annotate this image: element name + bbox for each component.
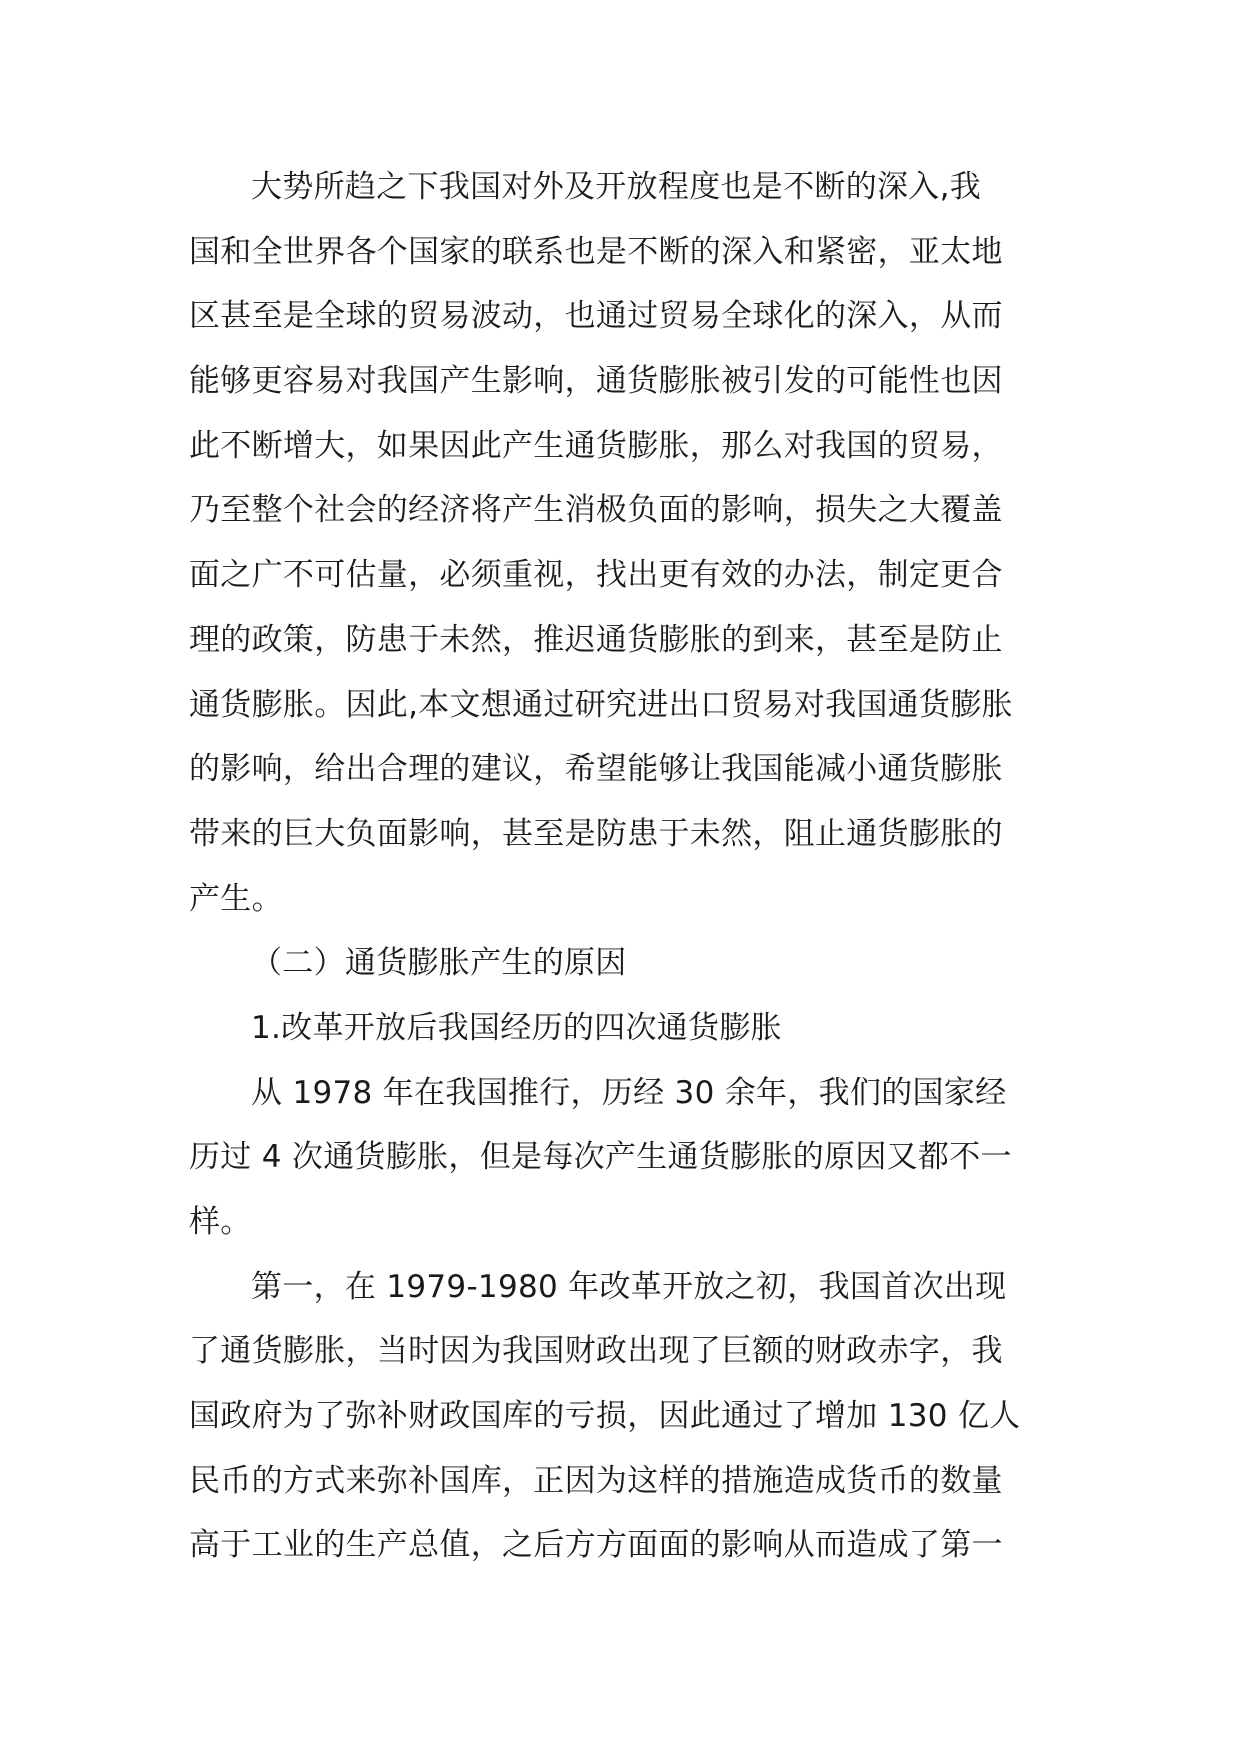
paragraph-line: 大势所趋之下我国对外及开放程度也是不断的深入,我 [251, 169, 982, 205]
paragraph-line: 的影响，给出合理的建议，希望能够让我国能减小通货膨胀 [189, 751, 1003, 788]
paragraph-line: 此不断增大，如果因此产生通货膨胀，那么对我国的贸易， [189, 427, 1003, 464]
body-text [189, 155, 1059, 1578]
section-heading: （二）通货膨胀产生的原因 [251, 945, 627, 982]
paragraph-line: 第一，在 1979-1980 年改革开放之初，我国首次出现 [251, 1268, 1007, 1305]
paragraph-line: 通货膨胀。因此,本文想通过研究进出口贸易对我国通货膨胀 [189, 686, 1013, 723]
paragraph-line: 乃至整个社会的经济将产生消极负面的影响，损失之大覆盖 [189, 492, 1003, 529]
paragraph-line: 国政府为了弥补财政国库的亏损，因此通过了增加 130 亿人 [189, 1398, 1021, 1435]
paragraph-line: 国和全世界各个国家的联系也是不断的深入和紧密，亚太地 [189, 233, 1003, 270]
paragraph-line: 样。 [189, 1204, 252, 1240]
paragraph-line: 区甚至是全球的贸易波动，也通过贸易全球化的深入，从而 [189, 298, 1003, 335]
paragraph-line: 了通货膨胀，当时因为我国财政出现了巨额的财政赤字，我 [189, 1333, 1003, 1370]
paragraph-line: 从 1978 年在我国推行，历经 30 余年，我们的国家经 [251, 1074, 1007, 1111]
paragraph-line: 历过 4 次通货膨胀，但是每次产生通货膨胀的原因又都不一 [189, 1139, 1012, 1176]
subsection-heading: 1.改革开放后我国经历的四次通货膨胀 [251, 1009, 782, 1046]
paragraph-line: 产生。 [189, 880, 283, 917]
paragraph-line: 理的政策，防患于未然，推迟通货膨胀的到来，甚至是防止 [189, 621, 1003, 658]
paragraph-line: 带来的巨大负面影响，甚至是防患于未然，阻止通货膨胀的 [189, 815, 1003, 852]
paragraph-line: 高于工业的生产总值，之后方方面面的影响从而造成了第一 [189, 1527, 1003, 1564]
paragraph-line: 能够更容易对我国产生影响，通货膨胀被引发的可能性也因 [189, 363, 1003, 400]
paragraph-line: 面之广不可估量，必须重视，找出更有效的办法，制定更合 [189, 557, 1003, 594]
paragraph-line: 民币的方式来弥补国库，正因为这样的措施造成货币的数量 [189, 1462, 1003, 1499]
